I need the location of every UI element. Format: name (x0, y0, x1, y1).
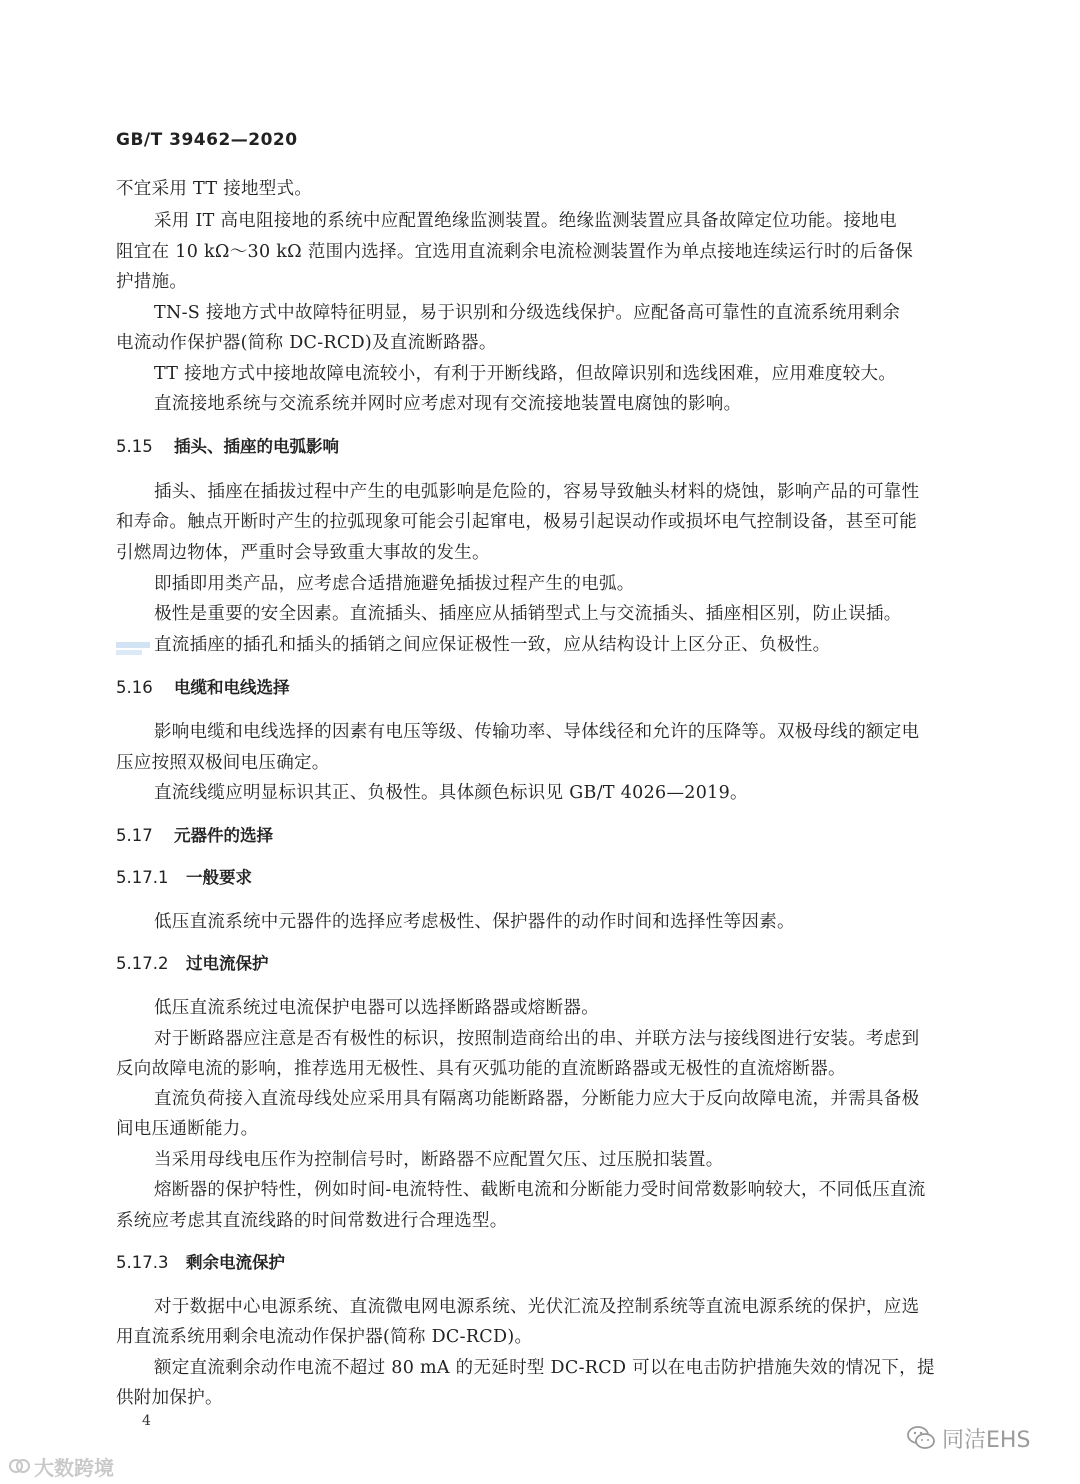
paragraph-line: 系统应考虑其直流线路的时间常数进行合理选型。 (116, 1211, 508, 1231)
paragraph-line: 即插即用类产品，应考虑合适措施避免插拔过程产生的电弧。 (154, 574, 635, 594)
paragraph-line: 对于断路器应注意是否有极性的标识，按照制造商给出的串、并联方法与接线图进行安装。考虑到 (154, 1029, 920, 1049)
paragraph-line: 用直流系统用剩余电流动作保护器(简称 DC-RCD)。 (116, 1327, 533, 1347)
watermark-right (906, 1420, 1030, 1456)
paragraph-line: 低压直流系统中元器件的选择应考虑极性、保护器件的动作时间和选择性等因素。 (154, 912, 795, 932)
paragraph-line: 直流负荷接入直流母线处应采用具有隔离功能断路器，分断能力应大于反向故障电流，并需具备极 (154, 1089, 920, 1109)
section-title: 电缆和电线选择 (174, 678, 290, 697)
paragraph-line: 熔断器的保护特性，例如时间-电流特性、截断电流和分断能力受时间常数影响较大，不同低压直流 (154, 1180, 926, 1200)
section-number: 5.16 (116, 678, 153, 697)
paragraph-line: TT 接地方式中接地故障电流较小，有利于开断线路，但故障识别和选线困难，应用难度较大。 (154, 364, 897, 384)
paragraph-line: 供附加保护。 (116, 1388, 223, 1408)
section-number: 5.17.2 (116, 954, 169, 973)
section-title: 过电流保护 (186, 954, 269, 973)
paragraph-line: 直流接地系统与交流系统并网时应考虑对现有交流接地装置电腐蚀的影响。 (154, 394, 742, 414)
paragraph-line: TN-S 接地方式中故障特征明显，易于识别和分级选线保护。应配备高可靠性的直流系统用剩余 (154, 303, 901, 323)
paragraph-line: 低压直流系统过电流保护电器可以选择断路器或熔断器。 (154, 998, 599, 1018)
paragraph-line: 极性是重要的安全因素。直流插头、插座应从插销型式上与交流插头、插座相区别，防止误插。 (154, 604, 902, 624)
section-heading-5-16 (116, 676, 290, 700)
paragraph-line: 不宜采用 TT 接地型式。 (116, 179, 313, 199)
section-number: 5.17 (116, 826, 153, 845)
paragraph-line: 压应按照双极间电压确定。 (116, 753, 330, 773)
paragraph-line: 反向故障电流的影响，推荐选用无极性、具有灭弧功能的直流断路器或无极性的直流熔断器。 (116, 1059, 846, 1079)
section-number: 5.15 (116, 437, 153, 456)
paragraph-line: 对于数据中心电源系统、直流微电网电源系统、光伏汇流及控制系统等直流电源系统的保护，应选 (154, 1297, 920, 1317)
page-number: 4 (142, 1413, 151, 1429)
paragraph-line: 采用 IT 高电阻接地的系统中应配置绝缘监测装置。绝缘监测装置应具备故障定位功能。接地电 (154, 211, 897, 231)
section-title: 剩余电流保护 (186, 1253, 285, 1272)
section-heading-5-17-2 (116, 952, 269, 976)
section-heading-5-15 (116, 435, 339, 459)
paragraph-line: 间电压通断能力。 (116, 1119, 259, 1139)
section-title: 一般要求 (186, 868, 252, 887)
paragraph-line: 直流插座的插孔和插头的插销之间应保证极性一致，应从结构设计上区分正、负极性。 (154, 635, 831, 655)
section-title: 元器件的选择 (174, 826, 273, 845)
section-number: 5.17.1 (116, 868, 169, 887)
paragraph-line: 直流线缆应明显标识其正、负极性。具体颜色标识见 GB/T 4026—2019。 (154, 783, 748, 803)
watermark-left (8, 1452, 114, 1480)
watermark-logo-icon (8, 1455, 30, 1477)
wechat-icon (906, 1424, 936, 1452)
paragraph-line: 影响电缆和电线选择的因素有电压等级、传输功率、导体线径和允许的压降等。双极母线的额定电 (154, 722, 920, 742)
paragraph-line: 额定直流剩余动作电流不超过 80 mA 的无延时型 DC-RCD 可以在电击防护措施失效的情况下，提 (154, 1358, 935, 1378)
paragraph-line: 插头、插座在插拔过程中产生的电弧影响是危险的，容易导致触头材料的烧蚀，影响产品的可靠性 (154, 482, 920, 502)
paragraph-line: 阻宜在 10 kΩ～30 kΩ 范围内选择。宜选用直流剩余电流检测装置作为单点接地连续运行时的后备保 (116, 242, 914, 262)
section-number: 5.17.3 (116, 1253, 169, 1272)
paragraph-line: 电流动作保护器(简称 DC-RCD)及直流断路器。 (116, 333, 497, 353)
standard-code: GB/T 39462—2020 (116, 130, 298, 150)
section-heading-5-17-1 (116, 866, 252, 890)
section-title: 插头、插座的电弧影响 (174, 437, 339, 456)
paragraph-line: 护措施。 (116, 272, 188, 292)
paragraph-line: 当采用母线电压作为控制信号时，断路器不应配置欠压、过压脱扣装置。 (154, 1150, 724, 1170)
scan-mark-icon (116, 640, 150, 662)
section-heading-5-17-3 (116, 1251, 285, 1275)
paragraph-line: 和寿命。触点开断时产生的拉弧现象可能会引起窜电，极易引起误动作或损坏电气控制设备，甚至可能 (116, 512, 917, 532)
watermark-right-text: 同洁EHS (942, 1427, 1031, 1453)
paragraph-line: 引燃周边物体，严重时会导致重大事故的发生。 (116, 543, 490, 563)
watermark-left-text: 大数跨境 (34, 1455, 114, 1480)
section-heading-5-17 (116, 824, 273, 848)
